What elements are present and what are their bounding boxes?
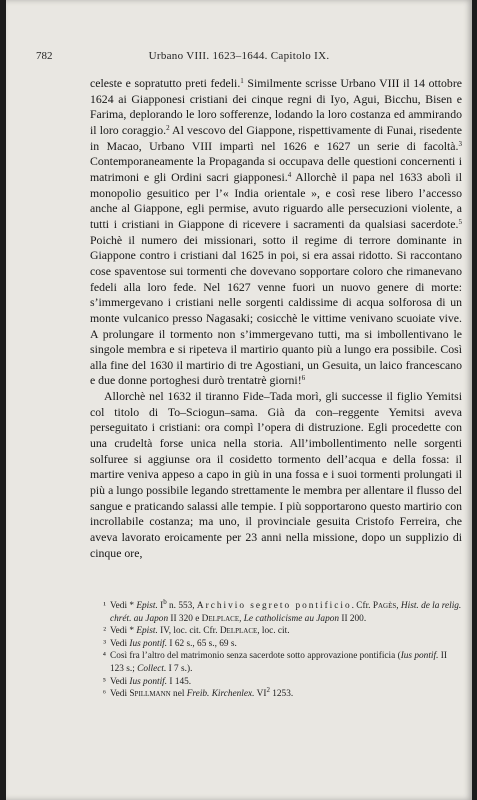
footnote-ref: 2: [166, 123, 170, 132]
text-run: I 62 s., 65 s., 69 s.: [167, 638, 237, 649]
footnote-ref: 5: [458, 217, 462, 226]
footnote-ref: 1: [240, 77, 244, 85]
text-run: ,: [396, 601, 401, 611]
footnote-ref: 3: [458, 139, 462, 148]
author-name: Pagès: [372, 601, 397, 611]
italic-title: Ius pontif.: [400, 651, 439, 662]
footnote-number: ¹: [103, 601, 106, 611]
text-run: Vedi: [110, 676, 130, 687]
footnote-number: ²: [103, 626, 106, 637]
text-run: I 7 s.).: [166, 663, 193, 674]
text-run: n. 553,: [166, 601, 197, 611]
text-run: 1253.: [269, 689, 294, 700]
page-number: 782: [36, 50, 53, 62]
running-title: Urbano VIII. 1623–1644. Capitolo IX.: [148, 50, 330, 62]
footnote: [96, 688, 462, 701]
italic-title: Collect.: [137, 663, 167, 674]
footnotes: [96, 600, 462, 701]
text-run: Contemporaneamente la Propaganda si occupava delle questioni concernenti i matrimoni e gli Ordini sacri giapponesi.: [90, 154, 462, 184]
text-run: IV, loc. cit. Cfr.: [157, 626, 220, 637]
footnote: [96, 650, 462, 675]
author-name: Delplace: [219, 626, 258, 637]
text-run: II 123 s.;: [110, 651, 447, 674]
text-run: II 320 e: [168, 613, 202, 624]
text-run: nel: [170, 689, 187, 700]
text-run: Vedi *: [110, 601, 137, 611]
italic-title: Hist. de la relig. chrét. au Japon: [110, 601, 462, 624]
text-run: Vedi: [110, 638, 130, 649]
footnote-number: ³: [103, 638, 106, 649]
text-run: I 145.: [167, 676, 192, 687]
text-run: I: [157, 601, 164, 611]
footnote-ref: b: [163, 598, 167, 606]
footnote-number: ⁶: [102, 689, 106, 700]
footnote-ref: 2: [266, 686, 270, 695]
author-name: Spillmann: [129, 689, 171, 700]
paragraph: [90, 76, 462, 389]
text-run: Così fra l’altro del matrimonio senza sacerdote sotto approvazione pontificia (: [110, 651, 401, 662]
footnote: [96, 600, 462, 625]
text-run: Allorchè il papa nel 1633 abolì il monopolio gesuitico per l’« India orientale », e così rese libero l’accesso anche al Giappone, egli permise, avuto riguardo alle persecuzioni violente, a tutti i cristiani in Giappone di ricevere i sacramenti da qualsiasi sacerdote.: [90, 169, 462, 231]
text-run: Vedi *: [110, 626, 137, 637]
book-page: [6, 0, 472, 800]
text-run: Allorchè nel 1632 il tiranno Fide–Tada morì, gli successe il figlio Yemitsi col titolo di To–Sciogun–sama. Già da con–reggente Yemitsi aveva perseguitato i cristiani: ora compì l’opera di distruzione. Egli procedette con una crudeltà forse unica nella storia. All’imbollentimento nelle sorgenti solfuree si aggiunse ora il cosidetto tormento dell’acqua e della fossa: il martire veniva appeso a capo in giù in una fossa e i suoi tormenti prolungati il più a lungo possibile legando strettamente le membra per allentare il flusso del sangue e praticando salassi alle tempie. I più sopportarono questo martirio con incrollabile costanza; ma uno, il provinciale gesuita Cristofo Ferreira, che aveva lavorato eroicamente per 23 anni nella missione, dopo un supplizio di cinque ore,: [90, 389, 462, 560]
text-run: II 200.: [339, 613, 367, 624]
italic-title: Epist.: [136, 626, 158, 637]
footnote: [96, 676, 462, 689]
text-run: ,: [239, 613, 244, 624]
italic-title: Epist.: [136, 601, 158, 611]
footnote-number: ⁴: [102, 651, 106, 662]
main-text: [90, 76, 462, 561]
italic-title: Freib. Kirchenlex.: [186, 689, 255, 700]
footnote: [96, 625, 462, 638]
text-run: . Cfr.: [351, 601, 373, 611]
text-run: Poichè il numero dei missionari, sotto il regime di terrore dominante in Giappone contro i cristiani dal 1625 in poi, si era assai ridotto. Si raccontano cose spaventose sui tormenti che dovevano sopportare coloro che rimanevano fedeli alla loro fede. Nel 1627 venne fuori un nuovo genere di morte: s’immergevano i cristiani nelle sorgenti caldissime di acqua solforosa di un monte vulcanico presso Nagasaki; cosicchè le vittime venivano scuoiate vive. A prolungare il tormento non s’immergevano tutti, ma si imbollentivano le singole membra e si ripeteva il martirio quanto più a lungo era possibile. Così alla fine del 1630 il martirio di tre Agostiani, un Gesuita, un laico francescano e due donne portoghesi durò trentatrè giorni!: [90, 232, 462, 388]
italic-title: Le catholicisme au Japon: [243, 613, 340, 624]
italic-title: Ius pontif.: [129, 676, 168, 687]
footnote-ref: 4: [287, 170, 292, 179]
paragraph: [90, 389, 462, 561]
text-run: celeste e sopratutto preti fedeli.: [90, 76, 241, 90]
text-run: Similmente scrisse Urbano VIII il 14 ottobre 1624 ai Giapponesi cristiani dei cinque regni di Iyo, Agui, Bicchu, Bisen e Farima, deplorando le loro sofferenze, lodando la loro costanza ed ammirando il loro coraggio.: [90, 76, 462, 137]
author-name: Delplace: [201, 613, 240, 624]
text-run: VI: [254, 689, 267, 700]
text-run: Vedi: [110, 689, 130, 700]
text-run: Al vescovo del Giappone, rispettivamente di Funai, risedente in Macao, Urbano VIII impartì nel 1626 e 1627 un serie di facoltà.: [90, 122, 462, 153]
footnote-ref: 6: [301, 374, 306, 383]
text-run: , loc. cit.: [257, 626, 290, 637]
italic-title: Ius pontif.: [129, 638, 168, 649]
footnote: [96, 638, 462, 651]
footnote-number: ⁵: [102, 676, 106, 687]
archive-name: Archivio segreto pontificio: [196, 601, 352, 611]
